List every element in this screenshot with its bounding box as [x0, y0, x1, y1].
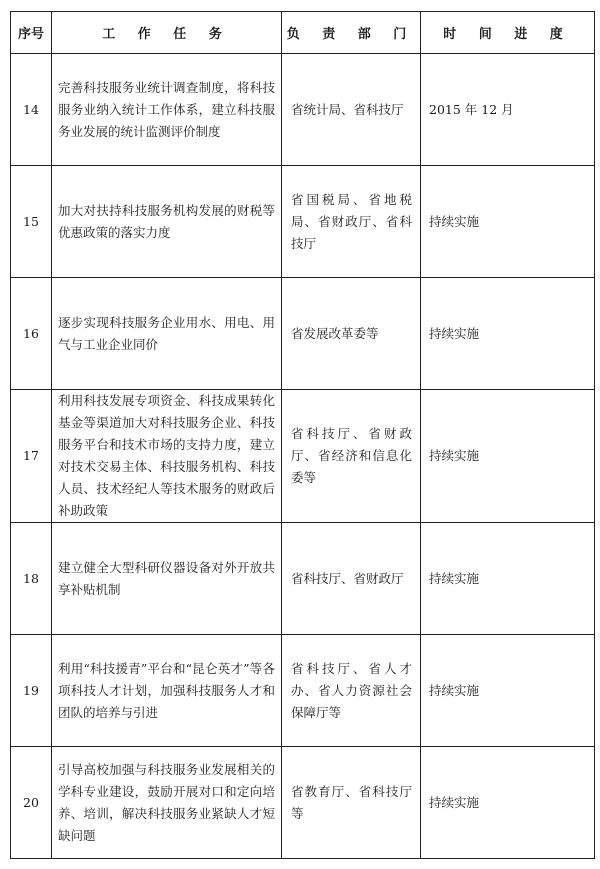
row-number: 18: [11, 523, 52, 635]
schedule-cell: 2015 年 12 月: [421, 54, 595, 166]
task-cell: 完善科技服务业统计调查制度，将科技服务业纳入统计工作体系，建立科技服务业发展的统计监测评价制度: [52, 54, 282, 166]
row-number: 17: [11, 390, 52, 523]
table-row: [11, 747, 595, 859]
table-row: [11, 390, 595, 523]
schedule-cell: 持续实施: [421, 278, 595, 390]
table-header: [11, 12, 595, 54]
table-row: [11, 635, 595, 747]
task-cell: 引导高校加强与科技服务业发展相关的学科专业建设，鼓励开展对口和定向培养、培训，解决科技服务业紧缺人才短缺问题: [52, 747, 282, 859]
schedule-cell: 持续实施: [421, 166, 595, 278]
department-cell: 省科技厅、省财政厅: [282, 523, 421, 635]
schedule-cell: 持续实施: [421, 390, 595, 523]
header-row: [11, 12, 595, 54]
header-no: 序号: [11, 12, 52, 54]
table-row: [11, 166, 595, 278]
department-cell: 省科技厅、省财政厅、省经济和信息化委等: [282, 390, 421, 523]
department-cell: 省科技厅、省人才办、省人力资源社会保障厅等: [282, 635, 421, 747]
task-cell: 加大对扶持科技服务机构发展的财税等优惠政策的落实力度: [52, 166, 282, 278]
table-row: [11, 54, 595, 166]
row-number: 19: [11, 635, 52, 747]
header-task: 工 作 任 务: [52, 12, 282, 54]
row-number: 14: [11, 54, 52, 166]
row-number: 20: [11, 747, 52, 859]
task-table: [10, 11, 595, 859]
department-cell: 省发展改革委等: [282, 278, 421, 390]
row-number: 16: [11, 278, 52, 390]
task-cell: 利用“科技援青”平台和“昆仑英才”等各项科技人才计划，加强科技服务人才和团队的培养与引进: [52, 635, 282, 747]
schedule-cell: 持续实施: [421, 747, 595, 859]
department-cell: 省统计局、省科技厅: [282, 54, 421, 166]
table-row: [11, 278, 595, 390]
department-cell: 省教育厅、省科技厅等: [282, 747, 421, 859]
department-cell: 省国税局、省地税局、省财政厅、省科技厅: [282, 166, 421, 278]
task-cell: 利用科技发展专项资金、科技成果转化基金等渠道加大对科技服务企业、科技服务平台和技术市场的支持力度，建立对技术交易主体、科技服务机构、科技人员、技术经纪人等技术服务的财政后补助政策: [52, 390, 282, 523]
task-cell: 逐步实现科技服务企业用水、用电、用气与工业企业同价: [52, 278, 282, 390]
schedule-cell: 持续实施: [421, 523, 595, 635]
schedule-cell: 持续实施: [421, 635, 595, 747]
table-body: [11, 54, 595, 859]
table-row: [11, 523, 595, 635]
header-time: 时 间 进 度: [421, 12, 595, 54]
task-cell: 建立健全大型科研仪器设备对外开放共享补贴机制: [52, 523, 282, 635]
header-dept: 负 责 部 门: [282, 12, 421, 54]
row-number: 15: [11, 166, 52, 278]
